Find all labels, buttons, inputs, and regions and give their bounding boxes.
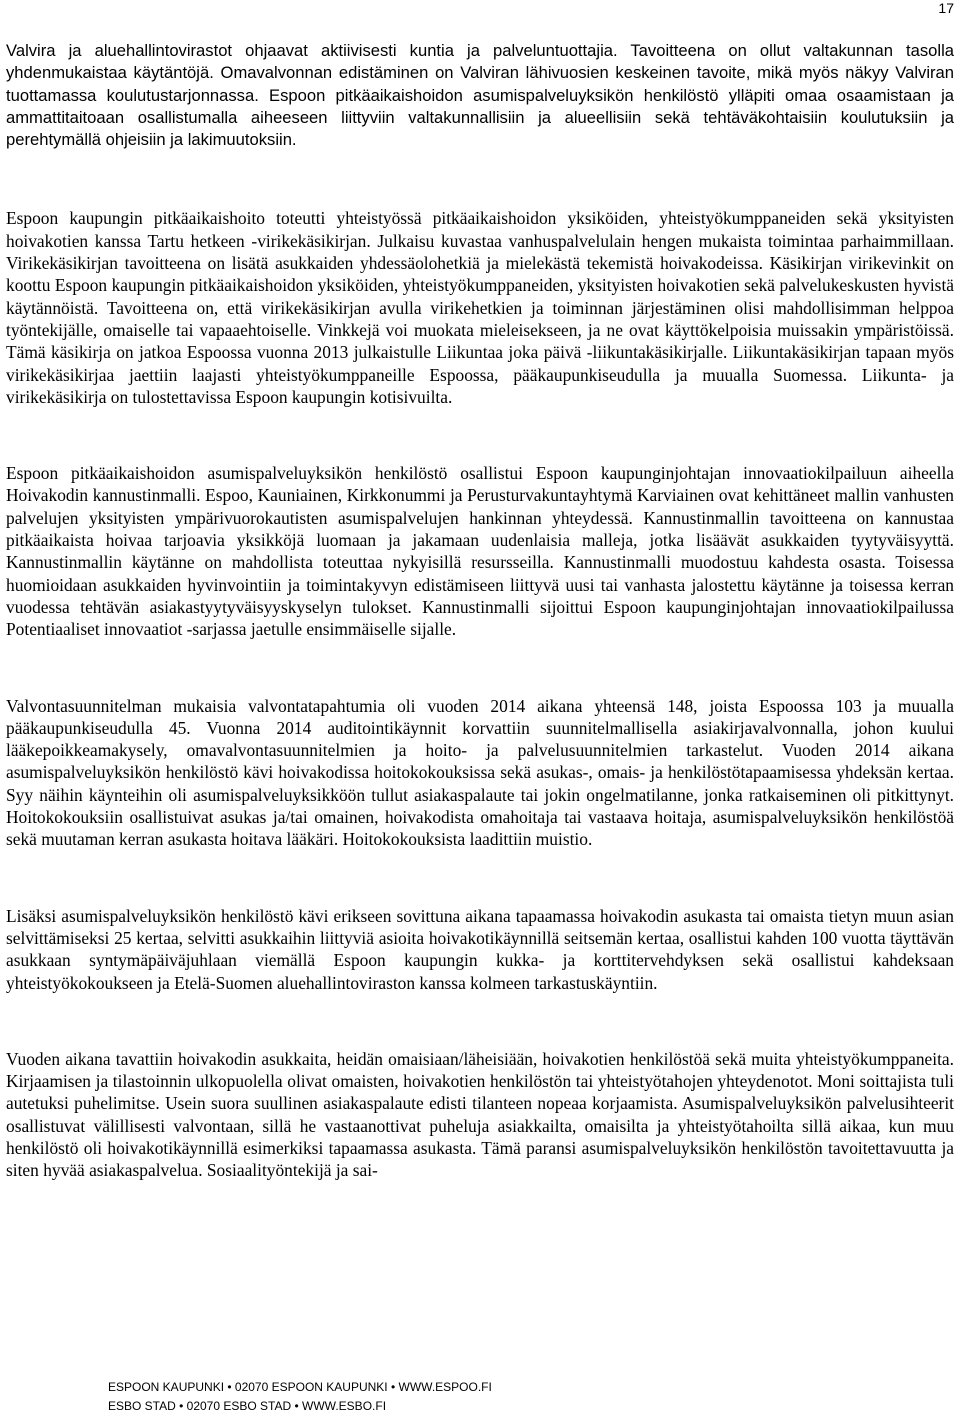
paragraph-yhteydenotot: Vuoden aikana tavattiin hoivakodin asukkaita, heidän omaisiaan/läheisiään, hoivakotien henkilöstöä sekä muita yhteistyökumppaneita. Kirjaamisen ja tilastoinnin ulkopuolella olivat omaisten, hoivakotien henkilöstön tai yhteistyötahojen yhteydenotot. Moni soittajista tuli autetuksi puhelimitse. Usein suora suullinen asiakaspalaute edisti tilanteen nopeaa korjaamista. Asumispalveluyksikön palvelusihteerit osallistuvat välillisesti valvontaan, sillä he vastaanottivat puheluja asiakkailta, omaisilta ja yhteistyötahoilta sillä aikaa, kun muu henkilöstö oli hoivakotikäynnillä esimerkiksi tapaamassa asukasta. Tämä paransi asumispalveluyksikön henkilöstön tavoitettavuutta ja siten hyvää asiakaspalvelua. Sosiaalityöntekijä ja sai- — [6, 1048, 954, 1181]
page-number: 17 — [938, 0, 954, 16]
paragraph-valvira: Valvira ja aluehallintovirastot ohjaavat aktiivisesti kuntia ja palveluntuottajia. Tavoitteena on ollut valtakunnan tasolla yhdenmukaistaa käytäntöjä. Omavalvonnan edistäminen on Valviran lähivuosien keskeinen tavoite, mikä myös näkyy Valviran tuottamassa koulutustarjonnassa. Espoon pitkäaikaishoidon asumispalveluyksikön henkilöstö ylläpiti omaa osaamistaan ja ammattitaitoaan osallistumalla aiheeseen liittyviin valtakunnallisiin ja alueellisiin sekä tehtäväkohtaisiin koulutuksiin ja perehtymällä ohjeisiin ja lakimuutoksiin. — [6, 41, 954, 150]
footer-line-esbo: ESBO STAD • 02070 ESBO STAD • WWW.ESBO.FI — [108, 1399, 387, 1413]
paragraph-virikekasikirja: Espoon kaupungin pitkäaikaishoito toteutti yhteistyössä pitkäaikaishoidon yksiköiden, yhteistyökumppaneiden sekä yksityisten hoivakotien kanssa Tartu hetkeen -virikekäsikirjan. Julkaisu kuvastaa vanhuspalvelulain hengen mukaista toimintaa parhaimmillaan. Virikekäsikirjan tavoitteena on lisätä asukkaiden yhdessäolohetkiä ja mielekästä tekemistä hoivakodeissa. Käsikirjan virikevinkit on koottu Espoon kaupungin pitkäaikaishoidon yksiköiden, yhteistyökumppaneiden, yksityisten hoivakotien sekä palvelukeskusten hyvistä käytännöistä. Tavoitteena on, että virikekäsikirjan avulla virikehetkien ja toiminnan järjestäminen olisi mahdollisimman helppoa työntekijälle, omaiselle tai vapaaehtoiselle. Vinkkejä voi muokata mieleisekseen, ja ne ovat käyttökelpoisia muissakin ympäristöissä. Tämä käsikirja on jatkoa Espoossa vuonna 2013 julkaistulle Liikuntaa joka päivä -liikuntakäsikirjalle. Liikuntakäsikirjan tapaan myös virikekäsikirjaa jaettiin laajasti yhteistyökumppaneille Espoossa, pääkaupunkiseudulla ja muualla Suomessa. Liikunta- ja virikekäsikirja on tulostettavissa Espoon kaupungin kotisivuilta. — [6, 208, 954, 407]
paragraph-kannustinmalli: Espoon pitkäaikaishoidon asumispalveluyksikön henkilöstö osallistui Espoon kaupunginjohtajan innovaatiokilpailuun aiheella Hoivakodin kannustinmalli. Espoo, Kauniainen, Kirkkonummi ja Perusturvakuntayhtymä Karviainen ovat kehittäneet mallin vanhusten palvelujen yksityisten ympärivuorokautisten asumispalvelujen hankinnan yhteydessä. Kannustinmallin tavoitteena on kannustaa pitkäaikaista hoivaa tarjoavia yksikköjä luomaan ja jakamaan uudenlaisia malleja, jotka lisäävät asukkaiden tyytyväisyyttä. Kannustinmallin käytänne on mahdollista toteuttaa nykyisillä resursseilla. Kannustinmalli muodostuu kahdesta osasta. Toisessa huomioidaan asukkaiden hyvinvointiin ja toimintakyvyn edistämiseen liittyvä uusi tai vanhasta jalostettu käytänne ja toisessa kerran vuodessa tehtävän asiakastyytyväisyyskyselyn tulokset. Kannustinmalli sijoittui Espoon kaupunginjohtajan innovaatiokilpailussa Potentiaaliset innovaatiot -sarjassa jaetulle ensimmäiselle sijalle. — [6, 463, 954, 640]
document-body — [6, 40, 954, 1182]
page-footer — [108, 1378, 492, 1416]
paragraph-valvontatapahtumat: Valvontasuunnitelman mukaisia valvontatapahtumia oli vuoden 2014 aikana yhteensä 148, joista Espoossa 103 ja muualla pääkaupunkiseudulla 45. Vuonna 2014 auditointikäynnit korvattiin suunnitelmallisella asiakirjavalvonnalla, johon kuului lääkepoikkeamakysely, omavalvontasuunnitelmien ja hoito- ja palvelusuunnitelmien tarkastelut. Vuoden 2014 aikana asumispalveluyksikön henkilöstö kävi hoivakodissa hoitokokouksissa sekä asukas-, omais- ja henkilöstötapaamisessa yhdeksän kertaa. Syy näihin käynteihin oli asumispalveluyksikköön tullut asiakaspalaute tai jokin ongelmatilanne, jonka ratkaiseminen oli pitkittynyt. Hoitokokouksiin osallistuivat asukas ja/tai omainen, hoivakodista omahoitaja tai vastaava hoitaja, asumispalveluyksikön henkilöstöä sekä muutaman kerran asukasta hoitava lääkäri. Hoitokokouksista laadittiin muistio. — [6, 695, 954, 850]
footer-line-espoo: ESPOON KAUPUNKI • 02070 ESPOON KAUPUNKI • WWW.ESPOO.FI — [108, 1380, 492, 1394]
paragraph-kaynnit: Lisäksi asumispalveluyksikön henkilöstö kävi erikseen sovittuna aikana tapaamassa hoivakodin asukasta tai omaista tietyn muun asian selvittämiseksi 25 kertaa, selvitti asukkaihin liittyviä asioita hoivakotikäynnillä seitsemän kertaa, osallistui kahden 100 vuotta täyttävän asukkaan syntymäpäiväjuhlaan viemällä Espoon kaupungin kukka- ja korttitervehdyksen sekä osallistui kahdeksaan yhteistyökokoukseen ja Etelä-Suomen aluehallintoviraston kanssa kolmeen tarkastuskäyntiin. — [6, 905, 954, 993]
